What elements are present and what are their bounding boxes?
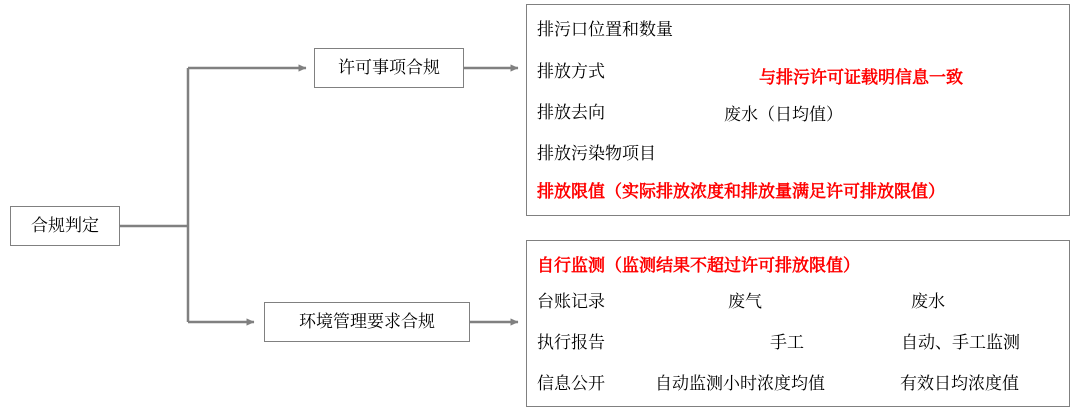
node-permit-compliance-label: 许可事项合规 xyxy=(338,57,440,77)
node-permit-compliance[interactable] xyxy=(314,48,464,88)
management-row-1-mid: 手工 xyxy=(770,333,804,352)
permit-note-right: 与排污许可证载明信息一致 xyxy=(759,68,963,87)
node-management-compliance[interactable] xyxy=(264,302,470,342)
management-row-2-right: 有效日均浓度值 xyxy=(900,374,1019,393)
permit-item-0: 排污口位置和数量 xyxy=(537,20,673,39)
management-row-0-right: 废水 xyxy=(911,292,945,311)
permit-item-1: 排放方式 xyxy=(537,62,605,81)
management-row-1-right: 自动、手工监测 xyxy=(901,333,1020,352)
permit-note-sub: 废水（日均值） xyxy=(724,105,843,124)
management-row-2-mid: 自动监测小时浓度均值 xyxy=(655,374,825,393)
management-row-0-mid: 废气 xyxy=(728,292,762,311)
management-row-0-label: 台账记录 xyxy=(537,292,605,311)
node-root-label: 合规判定 xyxy=(31,215,99,235)
node-root[interactable] xyxy=(10,206,120,246)
permit-item-3: 排放污染物项目 xyxy=(537,144,656,163)
permit-item-2: 排放去向 xyxy=(537,103,605,122)
node-management-compliance-label: 环境管理要求合规 xyxy=(299,311,435,331)
management-row-2-label: 信息公开 xyxy=(537,374,605,393)
management-self-monitor: 自行监测（监测结果不超过许可排放限值） xyxy=(537,256,860,275)
management-row-1-label: 执行报告 xyxy=(537,333,605,352)
permit-limit-line: 排放限值（实际排放浓度和排放量满足许可排放限值） xyxy=(537,182,945,201)
